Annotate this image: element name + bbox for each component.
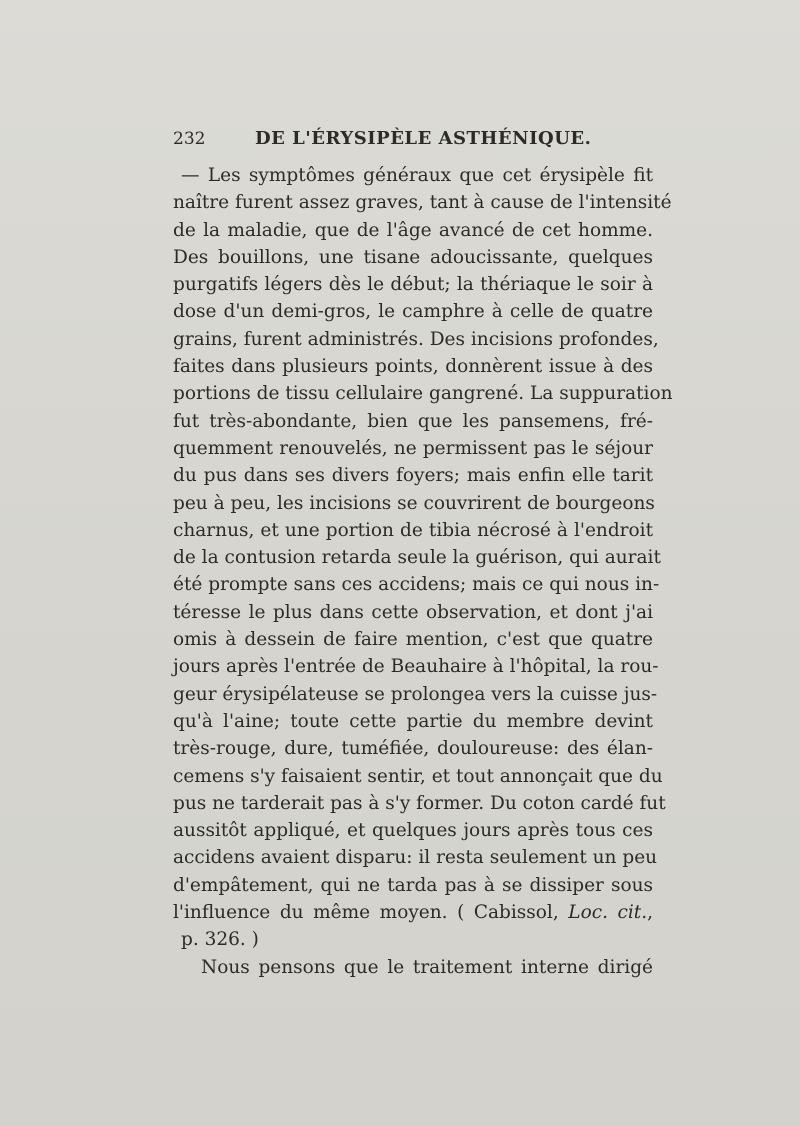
text-line: fut très-abondante, bien que les pansemens, fré-: [173, 410, 653, 432]
citation-text: l'influence du même moyen. ( Cabissol,: [173, 902, 569, 924]
page-header: [173, 128, 653, 158]
text-line: jours après l'entrée de Beauhaire à l'hôpital, la rou-: [173, 656, 659, 678]
text-line: dose d'un demi-gros, le camphre à celle de quatre: [173, 301, 653, 323]
text-line: faites dans plusieurs points, donnèrent issue à des: [173, 356, 653, 378]
page-text-block: [173, 128, 673, 981]
text-line: geur érysipélateuse se prolongea vers la cuisse jus-: [173, 683, 658, 705]
page-number: 232: [173, 129, 206, 149]
citation-reference: Loc. cit.: [568, 902, 648, 924]
text-line: de la contusion retarda seule la guérison, qui aurait: [173, 547, 661, 569]
text-line: très-rouge, dure, tuméfiée, douloureuse: des élan-: [173, 738, 653, 760]
text-line: peu à peu, les incisions se couvrirent de bourgeons: [173, 492, 655, 514]
text-line: aussitôt appliqué, et quelques jours après tous ces: [173, 820, 653, 842]
text-line: quemment renouvelés, ne permissent pas le séjour: [173, 437, 653, 459]
text-line: d'empâtement, qui ne tarda pas à se dissiper sous: [173, 874, 653, 896]
running-title: DE L'ÉRYSIPÈLE ASTHÉNIQUE.: [255, 128, 592, 149]
citation-page-line: p. 326. ): [181, 929, 259, 951]
text-line: grains, furent administrés. Des incisions profondes,: [173, 328, 659, 350]
text-line: Des bouillons, une tisane adoucissante, quelques: [173, 246, 653, 268]
text-line: du pus dans ses divers foyers; mais enfin elle tarit: [173, 465, 653, 487]
text-line: qu'à l'aine; toute cette partie du membre devint: [173, 710, 653, 732]
text-line: pus ne tarderait pas à s'y former. Du coton cardé fut: [173, 792, 666, 814]
text-line: été prompte sans ces accidens; mais ce qui nous in-: [173, 574, 660, 596]
text-line: purgatifs légers dès le début; la thériaque le soir à: [173, 274, 653, 296]
text-line: téresse le plus dans cette observation, et dont j'ai: [173, 601, 653, 623]
text-line: accidens avaient disparu: il resta seulement un peu: [173, 847, 658, 869]
citation-punctuation: ,: [647, 902, 653, 924]
text-line: cemens s'y faisaient sentir, et tout annonçait que du: [173, 765, 663, 787]
text-line: portions de tissu cellulaire gangrené. La suppuration: [173, 383, 673, 405]
text-line: omis à dessein de faire mention, c'est que quatre: [173, 629, 653, 651]
citation-line: [173, 899, 653, 926]
text-line: naître furent assez graves, tant à cause de l'intensité: [173, 192, 672, 214]
text-line: charnus, et une portion de tibia nécrosé à l'endroit: [173, 519, 653, 541]
text-line: — Les symptômes généraux que cet érysipèle fit: [181, 165, 653, 186]
paragraph-start-line: Nous pensons que le traitement interne dirigé: [201, 956, 653, 978]
text-line: de la maladie, que de l'âge avancé de cet homme.: [173, 219, 653, 241]
